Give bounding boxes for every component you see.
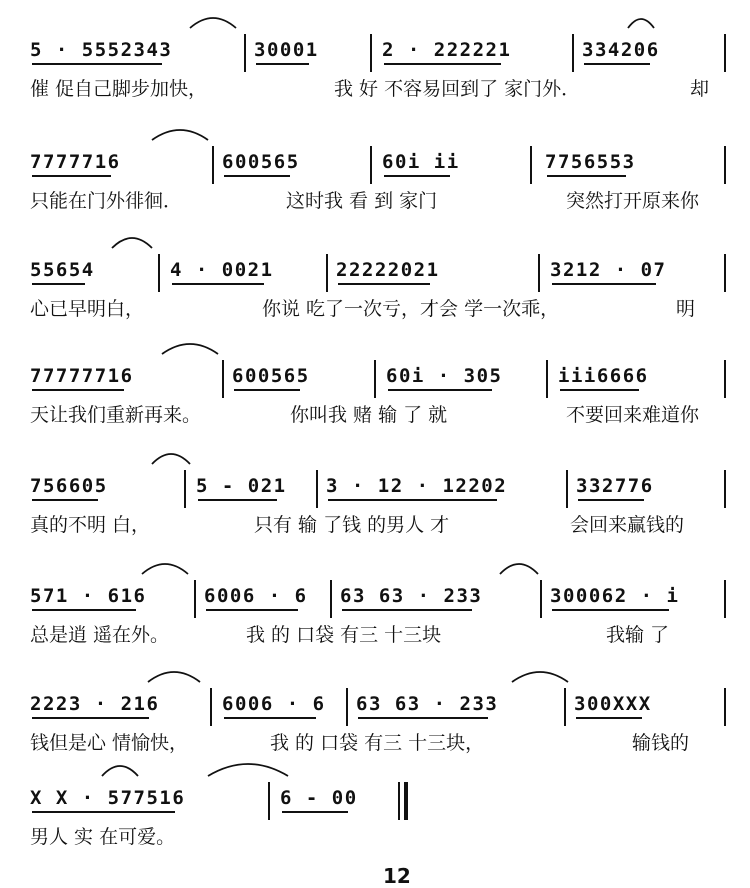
measure-4-3: 60i · 305 [386,356,502,396]
measure-6-4: 300062 · i [550,576,679,616]
bar-line [316,470,318,508]
bar-line [268,782,270,820]
lyric-line-5a: 真的不明 白， [30,514,151,536]
measure-3-3: 22222021 [336,250,440,290]
lyric-line-5c: 会回来赢钱的 [570,514,685,536]
measure-2-2: 600565 [222,142,300,182]
bar-line [210,688,212,726]
bar-line [724,360,726,398]
tie-mark [160,334,220,356]
tie-mark [146,662,202,684]
measure-5-1: 756605 [30,466,108,506]
lyric-line-1c: 却 [690,78,710,100]
final-bar-line [398,782,408,820]
bar-line [724,146,726,184]
measure-2-3: 60i ii [382,142,460,182]
measure-5-3: 3 · 12 · 12202 [326,466,507,506]
bar-line [724,580,726,618]
measure-6-1: 571 · 616 [30,576,146,616]
lyric-line-6b: 我 的 口袋 有三 十三块 [246,624,442,646]
tie-mark [188,8,238,30]
measure-6-2: 6006 · 6 [204,576,308,616]
bar-line [572,34,574,72]
tie-mark [510,662,570,684]
measure-7-1: 2223 · 216 [30,684,159,724]
measure-1-2: 30001 [254,30,319,70]
measure-4-4: iii6666 [558,356,649,396]
tie-mark [100,756,140,778]
bar-line [724,254,726,292]
score-system-8 [0,778,750,888]
tie-mark [140,554,190,576]
measure-7-4: 300XXX [574,684,652,724]
bar-line [564,688,566,726]
bar-line [330,580,332,618]
bar-line [530,146,532,184]
score-system-5 [0,466,750,576]
measure-3-1: 55654 [30,250,95,290]
measure-1-3: 2 · 222221 [382,30,511,70]
score-system-4 [0,356,750,466]
bar-line [222,360,224,398]
lyric-line-5b: 只有 输 了钱 的男人 才 [254,514,450,536]
bar-line [370,146,372,184]
score-system-1 [0,30,750,140]
bar-line [326,254,328,292]
lyric-line-7a: 钱但是心 情愉快， [30,732,189,754]
tie-mark [150,444,192,466]
lyric-line-8a: 男人 实 在可爱。 [30,826,176,848]
bar-line [538,254,540,292]
lyric-line-2a: 只能在门外徘徊． [30,190,183,212]
bar-line [194,580,196,618]
measure-5-4: 332776 [576,466,654,506]
bar-line [374,360,376,398]
bar-line [370,34,372,72]
bar-line [346,688,348,726]
tie-mark [498,554,540,576]
tie-mark [150,120,210,142]
measure-4-1: 77777716 [30,356,134,396]
lyric-line-2c: 突然打开原来你 [566,190,700,212]
measure-4-2: 600565 [232,356,310,396]
lyric-line-7c: 输钱的 [632,732,690,754]
measure-2-1: 7777716 [30,142,121,182]
measure-3-2: 4 · 0021 [170,250,274,290]
measure-3-4: 3212 · 07 [550,250,666,290]
measure-8-2: 6 - 00 [280,778,358,818]
lyric-line-1a: 催 促自己脚步加快， [30,78,208,100]
score-system-3 [0,250,750,360]
lyric-line-3b: 你说 吃了一次亏，才会 学一次乖， [262,298,560,320]
bar-line [540,580,542,618]
bar-line [566,470,568,508]
measure-6-3: 63 63 · 233 [340,576,482,616]
measure-7-2: 6006 · 6 [222,684,326,724]
lyric-line-6a: 总是逍 遥在外。 [30,624,170,646]
measure-1-4: 334206 [582,30,660,70]
bar-line [724,34,726,72]
tie-mark [626,8,656,30]
measure-5-2: 5 - 021 [196,466,287,506]
tie-mark [206,756,290,778]
measure-7-3: 63 63 · 233 [356,684,498,724]
measure-2-4: 7756553 [545,142,636,182]
bar-line [158,254,160,292]
bar-line [184,470,186,508]
score-system-6 [0,576,750,686]
page-number: 12 [383,864,411,888]
lyric-line-3a: 心已早明白， [30,298,145,320]
measure-1-1: 5 · 5552343 [30,30,172,70]
tie-mark [110,228,154,250]
lyric-line-4b: 你叫我 赌 输 了 就 [290,404,448,426]
measure-8-1: X X · 577516 [30,778,185,818]
bar-line [244,34,246,72]
bar-line [546,360,548,398]
lyric-line-1b: 我 好 不容易回到了 家门外． [334,78,581,100]
lyric-line-6c: 我输 了 [606,624,670,646]
bar-line [212,146,214,184]
lyric-line-7b: 我 的 口袋 有三 十三块， [270,732,485,754]
lyric-line-4c: 不要回来难道你 [566,404,700,426]
lyric-line-2b: 这时我 看 到 家门 [286,190,438,212]
bar-line [724,688,726,726]
bar-line [724,470,726,508]
lyric-line-3c: 明 [676,298,696,320]
lyric-line-4a: 天让我们重新再来。 [30,404,202,426]
